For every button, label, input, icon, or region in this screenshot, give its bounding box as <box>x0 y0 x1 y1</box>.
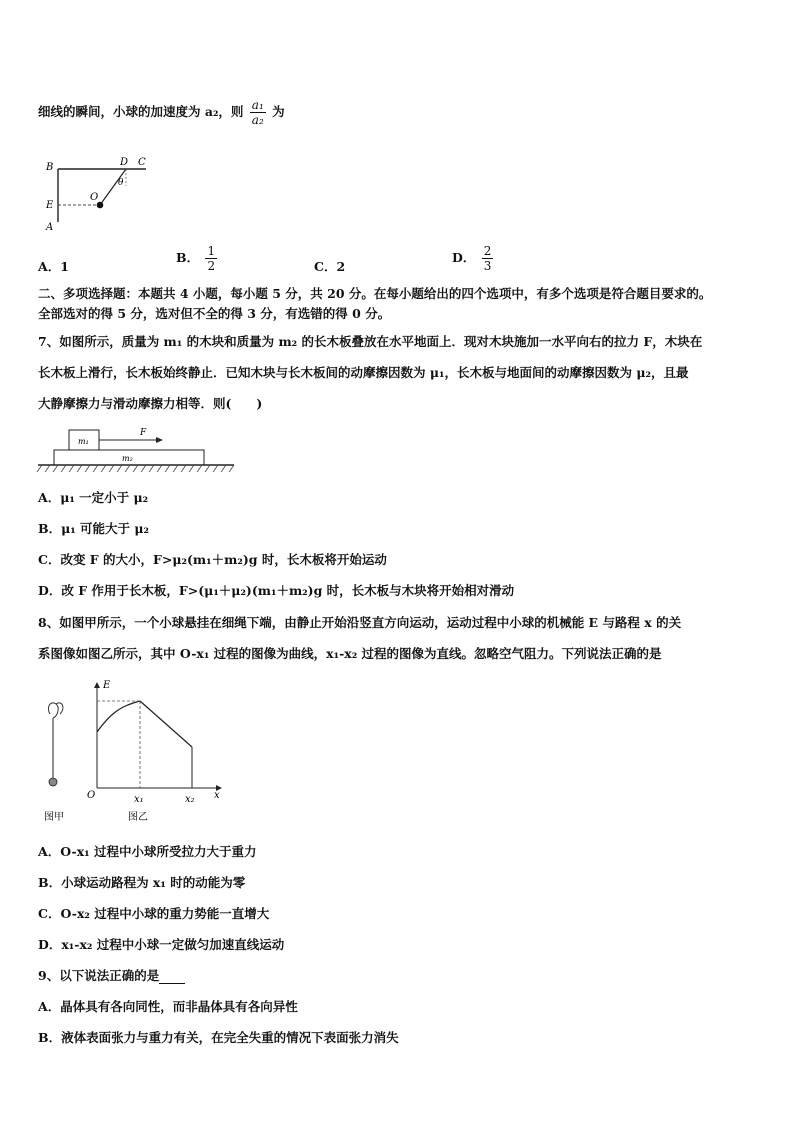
q6-option-d-denominator: 3 <box>483 259 492 273</box>
q6-ratio-fraction <box>250 98 266 127</box>
q8-line-x1-x2 <box>140 701 192 747</box>
q8-option-c: C．O-x₂ 过程中小球的重力势能一直增大 <box>38 906 270 921</box>
q6-diagram <box>42 152 162 234</box>
q7-option-d: D．改 F 作用于长木板，F>(μ₁＋μ₂)(m₁＋m₂)g 时，长木板与木块将开始相对滑动 <box>38 583 515 598</box>
q7-label-m1: m₁ <box>78 437 89 446</box>
q8-ball <box>49 778 57 786</box>
q6-label-d: D <box>120 157 129 168</box>
q9-option-a: A．晶体具有各向同性，而非晶体具有各向异性 <box>38 999 298 1014</box>
q7-ground-hatching <box>37 465 234 472</box>
q8-label-x: x <box>214 790 220 801</box>
q6-label-theta: θ <box>118 178 124 188</box>
q6-option-c: C．2 <box>314 259 346 274</box>
q8-caption-jia: 图甲 <box>44 812 64 823</box>
q8-y-axis-arrowhead <box>94 682 100 688</box>
q8-label-e: E <box>103 680 111 691</box>
q7-force-arrowhead <box>156 437 163 443</box>
q9-stem-text: 9、以下说法正确的是 <box>38 968 160 983</box>
q6-label-c: C <box>138 157 146 168</box>
q8-caption-yi: 图乙 <box>128 812 148 823</box>
q6-fraction-denominator: a₂ <box>251 113 264 127</box>
q7-stem-line3: 大静摩擦力与滑动摩擦力相等．则( ) <box>38 396 263 411</box>
q6-label-a: A <box>46 222 54 233</box>
q8-label-x2: x₂ <box>185 794 195 805</box>
q6-stem <box>38 98 764 127</box>
q6-option-d-numerator: 2 <box>483 244 492 258</box>
q8-label-o: O <box>87 790 96 801</box>
q6-option-d-fraction <box>482 244 494 273</box>
q8-option-d: D．x₁-x₂ 过程中小球一定做匀加速直线运动 <box>38 937 285 952</box>
q6-option-d <box>452 244 495 273</box>
q8-option-b: B．小球运动路程为 x₁ 时的动能为零 <box>38 875 246 890</box>
section2-line2: 全部选对的得 5 分，选对但不全的得 3 分，有选错的得 0 分。 <box>38 306 391 321</box>
q6-option-b <box>176 244 219 273</box>
q6-option-b-prefix: B． <box>176 250 200 265</box>
q8-label-x1: x₁ <box>134 794 144 805</box>
q8-diagram <box>40 674 240 834</box>
q6-option-b-denominator: 2 <box>207 259 216 273</box>
q6-option-b-fraction <box>205 244 217 273</box>
q7-option-a: A．μ₁ 一定小于 μ₂ <box>38 490 149 505</box>
q7-label-m2: m₂ <box>122 454 133 463</box>
q8-hand-icon <box>48 703 58 718</box>
q7-stem-line1: 7、如图所示，质量为 m₁ 的木块和质量为 m₂ 的长木板叠放在水平地面上．现对木块施加一水平向右的拉力 F，木块在 <box>38 334 703 349</box>
q7-stem-line2: 长木板上滑行，长木板始终静止．已知木块与长木板间的动摩擦因数为 μ₁，长木板与地面间的动摩擦因数为 μ₂，且最 <box>38 365 689 380</box>
q6-stem-pre: 细线的瞬间，小球的加速度为 a₂，则 <box>38 104 244 119</box>
q7-option-c: C．改变 F 的大小，F>μ₂(m₁＋m₂)g 时，长木板将开始运动 <box>38 552 387 567</box>
q9-option-b: B．液体表面张力与重力有关，在完全失重的情况下表面张力消失 <box>38 1030 399 1045</box>
q8-option-a: A．O-x₁ 过程中小球所受拉力大于重力 <box>38 844 257 859</box>
q6-stem-post: 为 <box>272 104 285 119</box>
q9-answer-blank <box>159 971 185 984</box>
q6-label-b: B <box>46 162 54 173</box>
q6-fraction-numerator: a₁ <box>251 98 264 112</box>
q8-stem-line1: 8、如图甲所示，一个小球悬挂在细绳下端，由静止开始沿竖直方向运动，运动过程中小球的机械能 E 与路程 x 的关 <box>38 615 682 630</box>
q7-option-b: B．μ₁ 可能大于 μ₂ <box>38 521 150 536</box>
section2-line1: 二、多项选择题：本题共 4 小题，每小题 5 分，共 20 分。在每小题给出的四个选项中，有多个选项是符合题目要求的。 <box>38 286 712 301</box>
q7-diagram <box>36 424 236 474</box>
q6-option-d-prefix: D． <box>452 250 476 265</box>
q7-label-f: F <box>140 428 147 438</box>
q9-stem <box>38 968 764 984</box>
q6-option-a: A．1 <box>38 259 69 274</box>
q6-option-b-numerator: 1 <box>207 244 216 258</box>
q6-label-o: O <box>90 192 99 203</box>
q8-stem-line2: 系图像如图乙所示，其中 O-x₁ 过程的图像为曲线，x₁-x₂ 过程的图像为直线。忽略空气阻力。下列说法正确的是 <box>38 646 662 661</box>
q8-curve-o-x1 <box>97 701 140 732</box>
q6-label-e: E <box>46 200 54 211</box>
